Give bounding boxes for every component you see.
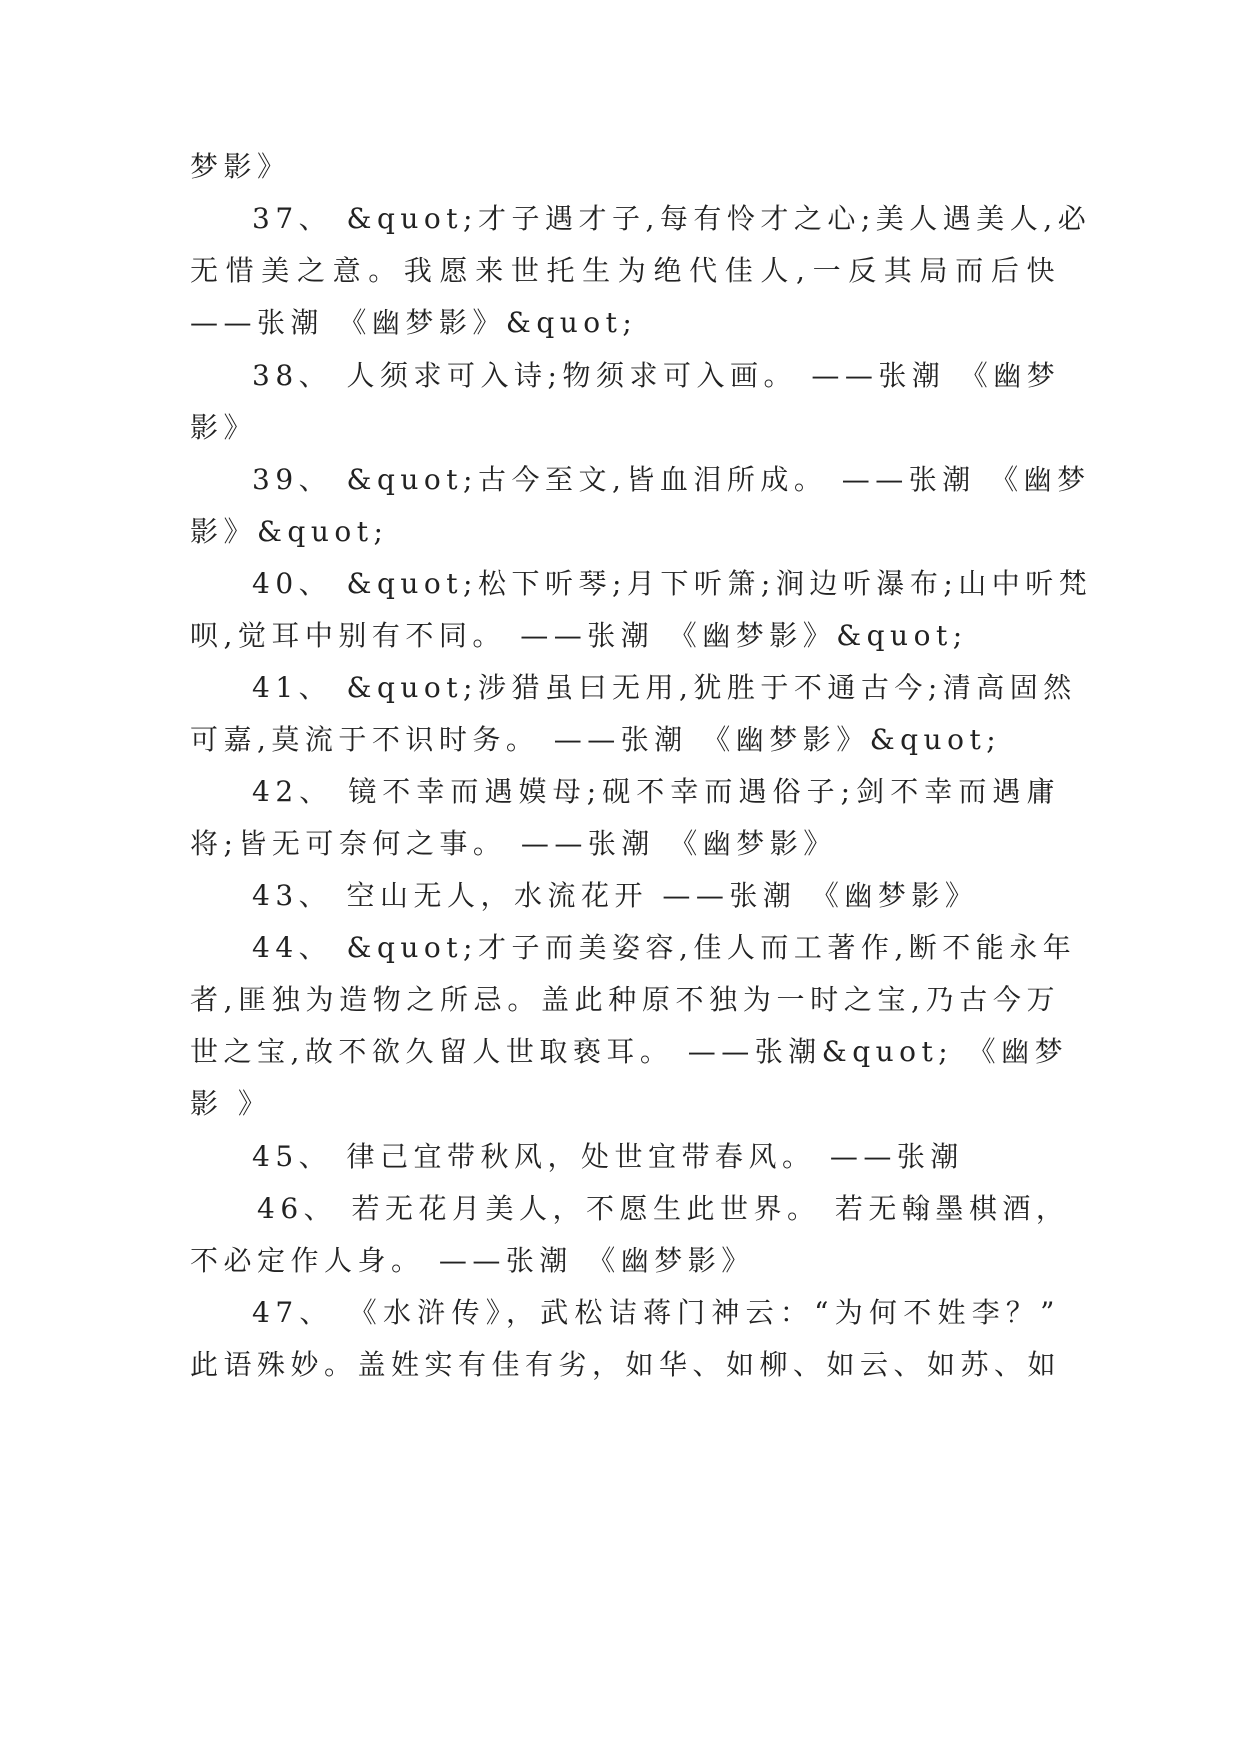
text-line: 42、 镜不幸而遇嫫母;砚不幸而遇俗子;剑不幸而遇庸 — [252, 775, 1060, 808]
text-line: 不必定作人身。 ——张潮 《幽梦影》 — [190, 1244, 755, 1277]
text-line: ——张潮 《幽梦影》&quot; — [190, 306, 638, 339]
text-line: 呗,觉耳中别有不同。 ——张潮 《幽梦影》&quot; — [190, 619, 968, 652]
text-line: 39、 &quot;古今至文,皆血泪所成。 ——张潮 《幽梦 — [252, 463, 1091, 496]
text-line: 影 》 — [190, 1087, 272, 1120]
text-line: 43、 空山无人，水流花开 ——张潮 《幽梦影》 — [252, 879, 979, 912]
text-line: 45、 律己宜带秋风，处世宜带春风。 ——张潮 — [252, 1140, 964, 1173]
text-line: 40、 &quot;松下听琴;月下听箫;涧边听瀑布;山中听梵 — [252, 567, 1093, 600]
text-line: 38、 人须求可入诗;物须求可入画。 ——张潮 《幽梦 — [252, 359, 1061, 392]
text-line: 梦影》 — [190, 150, 291, 183]
text-line: 影》 — [190, 411, 258, 444]
text-line: 无惜美之意。我愿来世托生为绝代佳人,一反其局而后快 — [190, 254, 1060, 287]
text-line: 44、 &quot;才子而美姿容,佳人而工著作,断不能永年 — [252, 931, 1077, 964]
text-line: 41、 &quot;涉猎虽曰无用,犹胜于不通古今;清高固然 — [252, 671, 1077, 704]
text-line: 此语殊妙。盖姓实有佳有劣，如华、如柳、如云、如苏、如 — [190, 1348, 1062, 1381]
text-line: 37、 &quot;才子遇才子,每有怜才之心;美人遇美人,必 — [252, 202, 1092, 235]
text-line: 世之宝,故不欲久留人世取亵耳。 ——张潮&quot; 《幽梦 — [190, 1035, 1069, 1068]
text-line: 可嘉,莫流于不识时务。 ——张潮 《幽梦影》&quot; — [190, 723, 1002, 756]
text-line: 46、 若无花月美人，不愿生此世界。 若无翰墨棋酒， — [257, 1192, 1070, 1225]
text-line: 者,匪独为造物之所忌。盖此种原不独为一时之宝,乃古今万 — [190, 983, 1060, 1016]
text-line: 影》&quot; — [190, 515, 389, 548]
text-line: 将;皆无可奈何之事。 ——张潮 《幽梦影》 — [190, 827, 837, 860]
text-line: 47、 《水浒传》，武松诘蒋门神云：“为何不姓李？” — [252, 1296, 1060, 1329]
